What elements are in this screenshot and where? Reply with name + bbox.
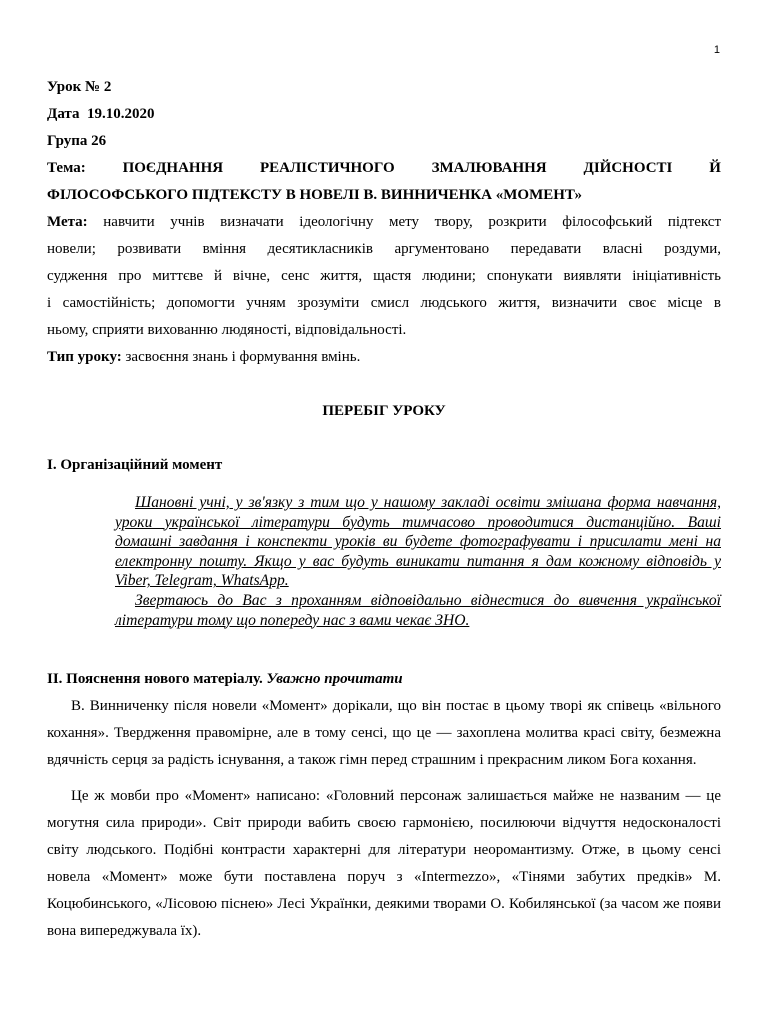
theme-label: Тема: [47,160,86,176]
section2-heading [47,666,721,693]
goal-label: Мета: [47,214,88,230]
theme-word: ПОЄДНАННЯ [122,160,224,176]
section2-heading-emph: Уважно прочитати [266,671,403,688]
date-label: Дата [47,106,80,122]
lesson-date [47,101,721,128]
goal-line [47,209,721,236]
lesson-group: Група 26 [47,133,107,149]
goal-line: судження про миттєве й вічне, сенс життя, щастя людини; спонукати виявляти ініціативність [47,268,721,284]
document-body [47,74,721,945]
section2-heading-text: ІІ. Пояснення нового матеріалу. [47,671,263,688]
goal-text: навчити учнів визначати ідеологічну мету твору, розкрити філософський підтекст [103,214,721,230]
goal-line: ньому, сприяти вихованню людяності, відповідальності. [47,322,407,338]
body-paragraph-2: Це ж мовби про «Момент» написано: «Головний персонаж залишається майже не названим — це могутня сила природи». Світ природи вабить своєю гармонією, посилюючи відчуття недосконалості світу людського. Подібні контрасти характерні для літератури неоромантизму. Отже, в цьому сенсі новела «Момент» може бути поставлена поруч з «Intermezzo», «Тінями забутих предків» М. Коцюбинського, «Лісовою піснею» Лесі Українки, деякими творами О. Кобилянської (за часом же появи вона випереджувала їх). [47,788,721,940]
goal-line: і самостійність; допомогти учням зрозуміти смисл людського життя, визначити своє місце в [47,295,721,311]
theme-word: Й [709,160,721,176]
section-title: ПЕРЕБІГ УРОКУ [322,403,446,419]
section1-heading: І. Організаційний момент [47,457,223,473]
theme-word: ДІЙСНОСТІ [583,160,673,176]
notice-paragraph-2: Звертаюсь до Вас з проханням відповідально віднестися до вивчення української літератури тому що попереду нас з вами чекає ЗНО. [115,591,721,629]
lesson-type-value: засвоєння знань і формування вмінь. [125,349,361,365]
lesson-type-label: Тип уроку: [47,349,122,365]
goal-line: новели; розвивати вміння десятикласників аргументовано передавати власні роздуми, [47,241,721,257]
theme-line-1 [47,155,721,182]
lesson-type [47,344,721,371]
theme-word: ЗМАЛЮВАННЯ [431,160,547,176]
notice-paragraph-1: Шановні учні, у зв'язку з тим що у нашому закладі освіти змішана форма навчання, уроки української літератури будуть тимчасово проводитися дистанційно. Ваші домашні завдання і конспекти уроків ви будете фотографувати і присилати мені на електронну пошту. Якщо у вас будуть виникати питання я дам кожному відповідь у Viber, Telegram, WhatsApp. [115,494,721,590]
date-value: 19.10.2020 [86,106,155,122]
page-number: 1 [713,44,720,56]
theme-line-2: ФІЛОСОФСЬКОГО ПІДТЕКСТУ В НОВЕЛІ В. ВИННИЧЕНКА «МОМЕНТ» [47,187,583,203]
lesson-number: Урок № 2 [47,79,112,95]
body-paragraph-1: В. Винниченку після новели «Момент» дорікали, що він постає в цьому творі як співець «вільного кохання». Твердження правомірне, але в тому сенсі, що це — захоплена молитва красі світу, безмежна вдячність серця за радість існування, а також гімн перед страшним і прекрасним ликом Бога кохання. [47,698,721,769]
theme-word: РЕАЛІСТИЧНОГО [259,160,395,176]
